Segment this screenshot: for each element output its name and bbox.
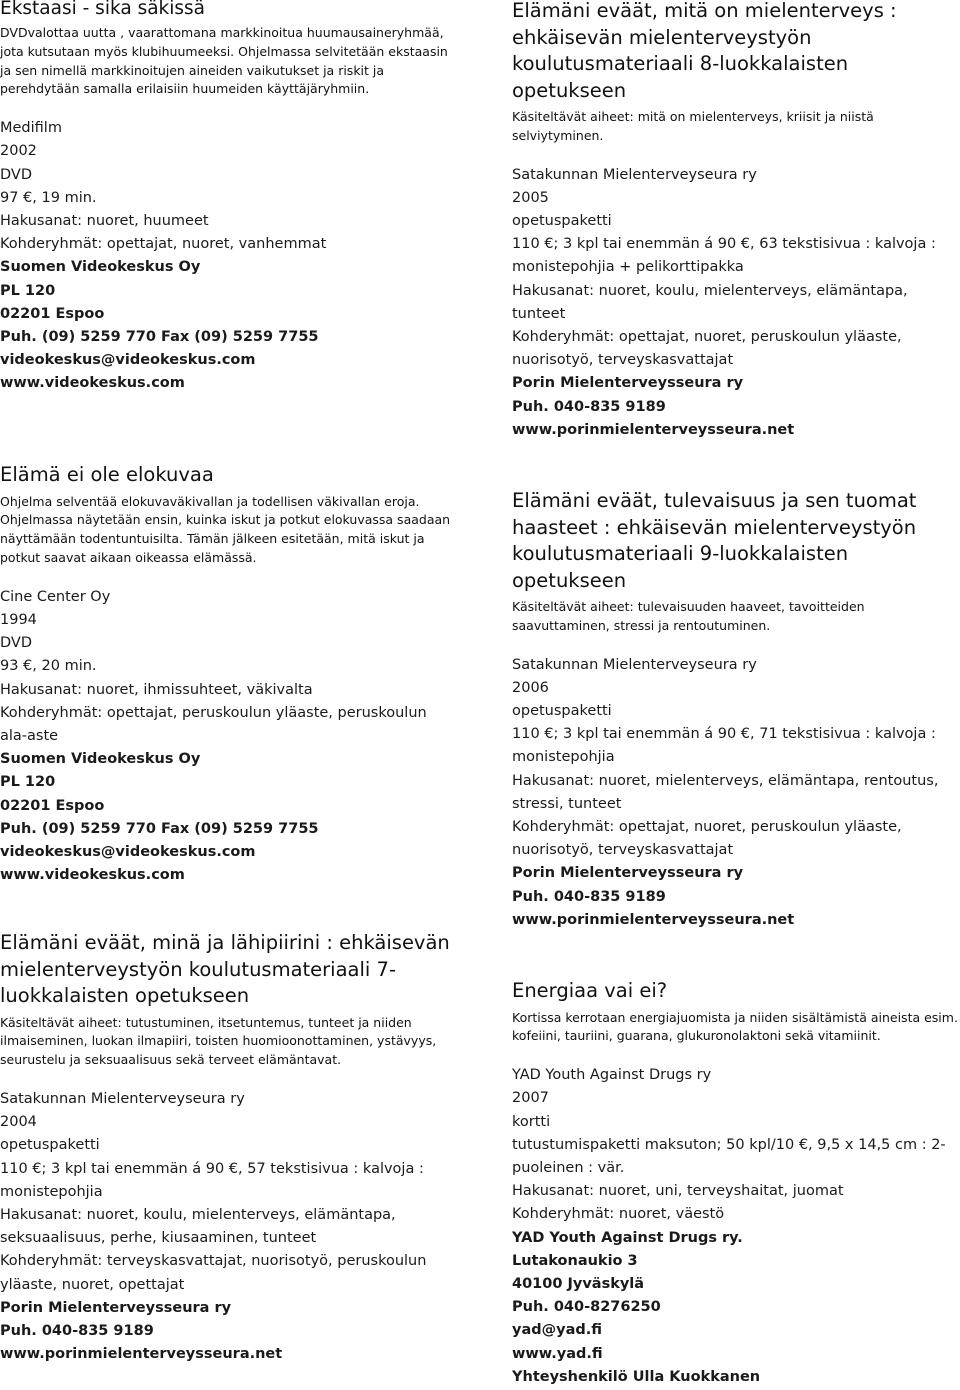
detail-line: tutustumispaketti maksuton; 50 kpl/10 €, 9,5 x 14,5 cm : 2-puoleinen : vär. [512, 1136, 946, 1176]
contact-line[interactable]: www.porinmielenterveysseura.net [512, 911, 795, 928]
catalog-entry [0, 0, 455, 396]
detail-line: 1994 [0, 611, 37, 628]
contact-line: Yhteyshenkilö Ulla Kuokkanen [512, 1368, 761, 1385]
detail-line: 2005 [512, 189, 549, 206]
catalog-entry [0, 930, 455, 1366]
entry-description: Kortissa kerrotaan energiajuomista ja niiden sisältämistä aineista esim. kofeiini, tauriini, guarana, glukuronolaktoni sekä vitamiinit. [512, 1009, 958, 1044]
detail-line: Medifilm [0, 120, 62, 137]
detail-line: DVD [0, 166, 32, 183]
contact-line[interactable]: yad@yad.fi [512, 1322, 602, 1339]
entry-details [0, 1088, 455, 1366]
detail-line: Hakusanat: nuoret, uni, terveyshaitat, juomat [512, 1183, 844, 1200]
contact-line: Lutakonaukio 3 [512, 1252, 638, 1269]
detail-line: Kohderyhmät: opettajat, peruskoulun yläaste, peruskoulun ala-aste [0, 704, 427, 744]
contact-line: Puh. (09) 5259 770 Fax (09) 5259 7755 [0, 820, 319, 837]
detail-line: 2002 [0, 143, 37, 160]
entry-details [0, 586, 455, 888]
entry-details [0, 117, 455, 395]
contact-line: PL 120 [0, 774, 56, 791]
contact-line: PL 120 [0, 282, 56, 299]
entry-title: Elämäni eväät, tulevaisuus ja sen tuomat haasteet : ehkäisevän mielenterveystyön koulutusmateriaali 9-luokkalaisten opetukseen [512, 489, 917, 592]
entry-title: Elämä ei ole elokuvaa [0, 463, 214, 486]
detail-line: Satakunnan Mielenterveyseura ry [512, 656, 757, 673]
contact-line: Porin Mielenterveysseura ry [512, 375, 744, 392]
detail-line: Hakusanat: nuoret, mielenterveys, elämäntapa, rentoutus, stressi, tunteet [512, 772, 939, 812]
entry-description: DVDvalottaa uutta , vaarattomana markkinoitua huumausaineryhmää, jota kutsutaan myös klubihuumeeksi. Ohjelmassa selvitetään ekstaasin ja sen nimellä markkinoitujen aineiden vaikutukset ja riskit ja perehdytään samalla erilaisiin huumeiden käyttäjäryhmiin. [0, 25, 448, 97]
contact-line: Porin Mielenterveysseura ry [512, 865, 744, 882]
contact-line[interactable]: www.videokeskus.com [0, 867, 185, 884]
entry-description: Käsiteltävät aiheet: mitä on mielenterveys, kriisit ja niistä selviytyminen. [512, 109, 874, 143]
detail-line: Satakunnan Mielenterveyseura ry [0, 1090, 245, 1107]
catalog-entry [512, 488, 960, 932]
catalog-entry [512, 978, 960, 1389]
detail-line: kortti [512, 1113, 551, 1130]
entry-details [512, 164, 960, 442]
entry-title: Energiaa vai ei? [512, 979, 668, 1002]
catalog-entry [512, 0, 960, 442]
contact-line[interactable]: www.porinmielenterveysseura.net [512, 421, 795, 438]
detail-line: 110 €; 3 kpl tai enemmän á 90 €, 63 tekstisivua : kalvoja : monistepohjia + pelikorttipakka [512, 236, 936, 276]
contact-line: Puh. 040-8276250 [512, 1299, 661, 1316]
detail-line: Hakusanat: nuoret, ihmissuhteet, väkivalta [0, 681, 313, 698]
detail-line: 2004 [0, 1114, 37, 1131]
contact-line: Puh. 040-835 9189 [0, 1322, 154, 1339]
detail-line: Hakusanat: nuoret, huumeet [0, 213, 209, 229]
detail-line: 2006 [512, 679, 549, 696]
detail-line: Hakusanat: nuoret, koulu, mielenterveys, elämäntapa, tunteet [512, 282, 908, 322]
detail-line: 93 €, 20 min. [0, 658, 97, 675]
detail-line: opetuspaketti [512, 703, 612, 719]
contact-line[interactable]: www.videokeskus.com [0, 375, 185, 392]
detail-line: opetuspaketti [512, 213, 612, 229]
detail-line: DVD [0, 635, 32, 652]
entry-description: Ohjelma selventää elokuvaväkivallan ja todellisen väkivallan eroja. Ohjelmassa näytetään ensin, kuinka iskut ja potkut elokuvassa saadaan näyttämään todentuntuisilta. Tämän jälkeen esitetään, mitä iskut ja potkut saavat aikaan oikeassa elämässä. [0, 493, 451, 565]
detail-line: Cine Center Oy [0, 588, 111, 605]
contact-line[interactable]: www.yad.fi [512, 1345, 603, 1362]
contact-line: Suomen Videokeskus Oy [0, 259, 201, 276]
contact-line: YAD Youth Against Drugs ry. [512, 1229, 743, 1246]
detail-line: Kohderyhmät: nuoret, väestö [512, 1206, 725, 1223]
contact-line: Puh. 040-835 9189 [512, 398, 666, 415]
contact-line[interactable]: www.porinmielenterveysseura.net [0, 1346, 283, 1363]
entry-title: Elämäni eväät, minä ja lähipiirini : ehkäisevän mielenterveystyön koulutusmateriaali 7-luokkalaisten opetukseen [0, 931, 450, 1007]
contact-line[interactable]: videokeskus@videokeskus.com [0, 843, 256, 860]
entry-description: Käsiteltävät aiheet: tulevaisuuden haaveet, tavoitteiden saavuttaminen, stressi ja rentoutuminen. [512, 599, 865, 633]
detail-line: 110 €; 3 kpl tai enemmän á 90 €, 71 tekstisivua : kalvoja : monistepohjia [512, 726, 936, 766]
detail-line: Hakusanat: nuoret, koulu, mielenterveys, elämäntapa, seksuaalisuus, perhe, kiusaaminen, tunteet [0, 1206, 396, 1247]
detail-line: 97 €, 19 min. [0, 189, 97, 206]
contact-line: 40100 Jyväskylä [512, 1275, 645, 1292]
contact-line: 02201 Espoo [0, 797, 105, 814]
entry-title: Ekstaasi - sika säkissä [0, 0, 206, 19]
contact-line: Puh. 040-835 9189 [512, 888, 666, 905]
detail-line: Kohderyhmät: opettajat, nuoret, peruskoulun yläaste, nuorisotyö, terveyskasvattajat [512, 819, 902, 859]
contact-line: Puh. (09) 5259 770 Fax (09) 5259 7755 [0, 329, 319, 346]
contact-line: 02201 Espoo [0, 305, 105, 322]
detail-line: Kohderyhmät: opettajat, nuoret, vanhemmat [0, 236, 327, 253]
catalog-entry [0, 462, 455, 887]
detail-line: Kohderyhmät: opettajat, nuoret, peruskoulun yläaste, nuorisotyö, terveyskasvattajat [512, 329, 902, 369]
detail-line: 2007 [512, 1090, 549, 1107]
contact-line: Suomen Videokeskus Oy [0, 751, 201, 768]
detail-line: YAD Youth Against Drugs ry [512, 1067, 712, 1084]
detail-line: Satakunnan Mielenterveyseura ry [512, 166, 757, 183]
detail-line: opetuspaketti [0, 1137, 100, 1154]
detail-line: 110 €; 3 kpl tai enemmän á 90 €, 57 tekstisivua : kalvoja : monistepohjia [0, 1160, 424, 1200]
entry-title: Elämäni eväät, mitä on mielenterveys : ehkäisevän mielenterveystyön koulutusmateriaali 8-luokkalaisten opetukseen [512, 0, 897, 102]
entry-details [512, 654, 960, 932]
entry-details [512, 1064, 960, 1389]
contact-line[interactable]: videokeskus@videokeskus.com [0, 352, 256, 369]
detail-line: Kohderyhmät: terveyskasvattajat, nuorisotyö, peruskoulun yläaste, nuoret, opettajat [0, 1253, 427, 1293]
entry-description: Käsiteltävät aiheet: tutustuminen, itsetuntemus, tunteet ja niiden ilmaiseminen, luokan ilmapiiri, toisten huomioonottaminen, ystävyys, seurustelu ja seksuaalisuus sekä terveet elämäntavat. [0, 1014, 437, 1068]
contact-line: Porin Mielenterveysseura ry [0, 1299, 232, 1316]
